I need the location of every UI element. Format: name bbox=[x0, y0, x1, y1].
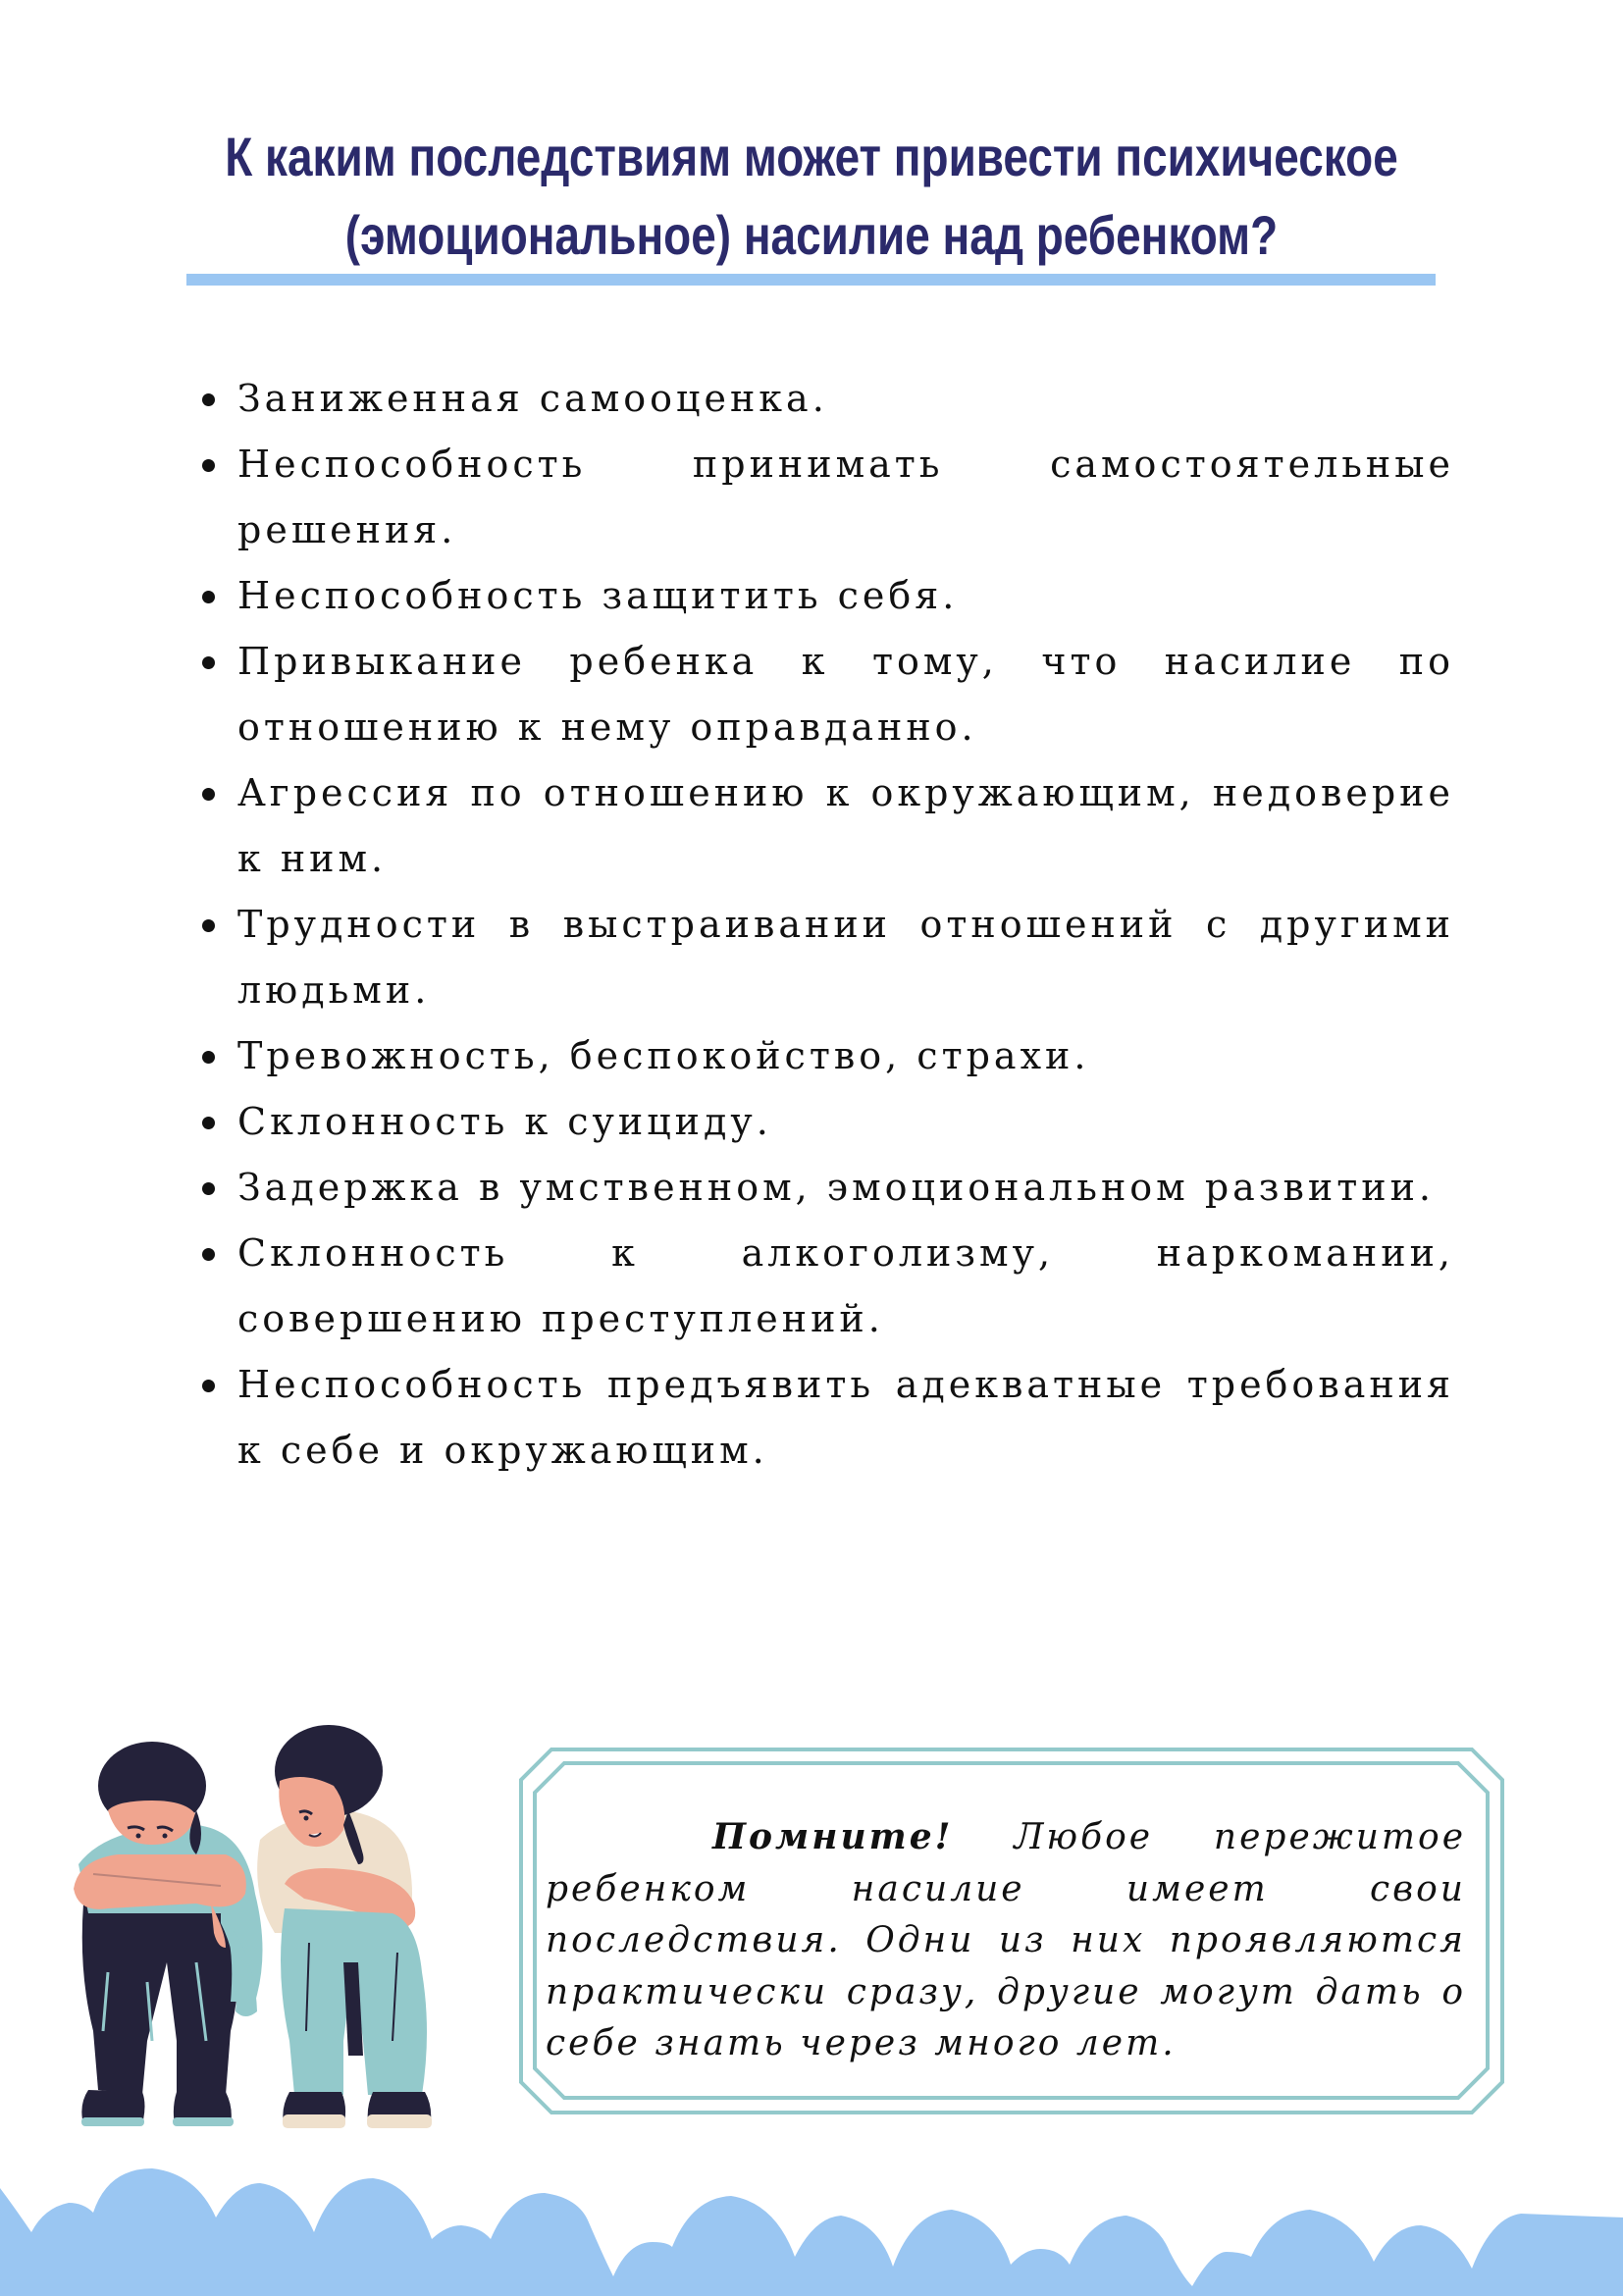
list-item bbox=[237, 629, 1454, 760]
list-item-text: Привыкание ребенка к тому, что насилие по отношению к нему оправданно. bbox=[237, 640, 1454, 749]
list-item-text: Тревожность, беспокойство, страхи. bbox=[237, 1034, 1090, 1077]
cloud-border-decoration bbox=[0, 2159, 1623, 2296]
list-item bbox=[237, 1352, 1454, 1484]
bullet-icon bbox=[202, 1248, 215, 1261]
reminder-text: Любое пережитое ребенком насилие имеет свои последствия. Одни из них проявляются практически сразу, другие могут дать о себе знать через много лет. bbox=[546, 1817, 1466, 2063]
bullet-icon bbox=[202, 1117, 215, 1129]
list-item-text: Склонность к алкоголизму, наркомании, совершению преступлений. bbox=[237, 1231, 1454, 1340]
bullet-icon bbox=[202, 393, 215, 406]
bullet-icon bbox=[202, 591, 215, 603]
bullet-icon bbox=[202, 1182, 215, 1195]
list-item-text: Трудности в выстраивании отношений с другими людьми. bbox=[237, 903, 1454, 1012]
list-item bbox=[237, 366, 1454, 432]
list-item-text: Заниженная самооценка. bbox=[237, 377, 828, 420]
page-title-line-2: (эмоциональное) насилие над ребенком? bbox=[344, 203, 1279, 266]
reminder-emphasis: Помните! bbox=[712, 1816, 954, 1857]
page-title bbox=[210, 118, 1412, 275]
bullet-icon bbox=[202, 788, 215, 801]
list-item bbox=[237, 563, 1454, 629]
list-item bbox=[237, 432, 1454, 563]
list-item-text: Склонность к суициду. bbox=[237, 1100, 772, 1143]
consequences-list bbox=[237, 366, 1454, 1484]
list-item bbox=[237, 1155, 1454, 1221]
bullet-icon bbox=[202, 459, 215, 472]
list-item-text: Агрессия по отношению к окружающим, недоверие к ним. bbox=[237, 771, 1454, 880]
list-item-text: Неспособность предъявить адекватные требования к себе и окружающим. bbox=[237, 1363, 1454, 1472]
list-item-text: Неспособность защитить себя. bbox=[237, 574, 959, 617]
bullet-icon bbox=[202, 1051, 215, 1064]
list-item-text: Задержка в умственном, эмоциональном развитии. bbox=[237, 1166, 1436, 1209]
list-item bbox=[237, 1221, 1454, 1352]
list-item bbox=[237, 1023, 1454, 1089]
bullet-icon bbox=[202, 919, 215, 932]
list-item-text: Неспособность принимать самостоятельные решения. bbox=[237, 443, 1454, 551]
bullet-icon bbox=[202, 1380, 215, 1392]
title-divider bbox=[186, 274, 1436, 286]
list-item bbox=[237, 1089, 1454, 1155]
list-item bbox=[237, 892, 1454, 1023]
reminder-note bbox=[546, 1811, 1466, 2070]
two-sad-children-illustration bbox=[49, 1717, 481, 2149]
bullet-icon bbox=[202, 656, 215, 669]
page-title-line-1: К каким последствиям может привести психическое bbox=[225, 125, 1398, 187]
list-item bbox=[237, 760, 1454, 892]
